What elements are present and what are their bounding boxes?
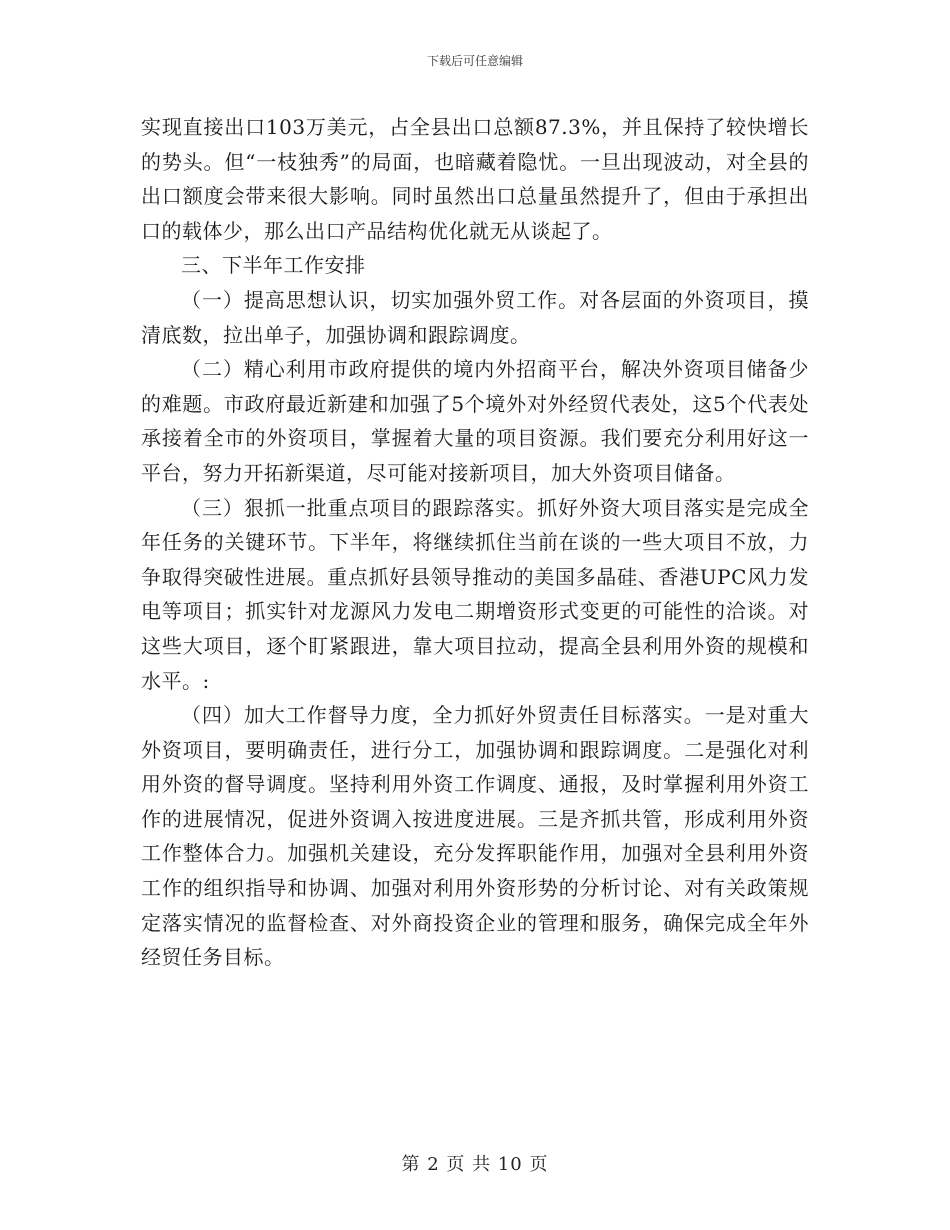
document-body bbox=[141, 110, 809, 975]
paragraph-item-3: （三）狠抓一批重点项目的跟踪落实。抓好外资大项目落实是完成全年任务的关键环节。下半年，将继续抓住当前在谈的一些大项目不放，力争取得突破性进展。重点抓好县领导推动的美国多晶硅、香港UPC风力发电等项目；抓实针对龙源风力发电二期增资形式变更的可能性的洽谈。对这些大项目，逐个盯紧跟进，靠大项目拉动，提高全县利用外资的规模和水平。: bbox=[141, 495, 809, 693]
page-header: 下载后可任意编辑 bbox=[426, 54, 523, 68]
paragraph-item-4: （四）加大工作督导力度，全力抓好外贸责任目标落实。一是对重大外资项目，要明确责任，进行分工，加强协调和跟踪调度。二是强化对利用外资的督导调度。坚持利用外资工作调度、通报，及时掌握利用外资工作的进展情况，促进外资调入按进度进展。三是齐抓共管，形成利用外资工作整体合力。加强机关建设，充分发挥职能作用，加强对全县利用外资工作的组织指导和协调、加强对利用外资形势的分析讨论、对有关政策规定落实情况的监督检查、对外商投资企业的管理和服务，确保完成全年外经贸任务目标。 bbox=[141, 703, 809, 970]
section-heading: 三、下半年工作安排 bbox=[181, 253, 366, 278]
paragraph-item-1: （一）提高思想认识，切实加强外贸工作。对各层面的外资项目，摸清底数，拉出单子，加强协调和跟踪调度。 bbox=[141, 287, 809, 347]
paragraph-continuation: 实现直接出口103万美元，占全县出口总额87.3%，并且保持了较快增长的势头。但“一枝独秀”的局面，也暗藏着隐忧。一旦出现波动，对全县的出口额度会带来很大影响。同时虽然出口总量虽然提升了，但由于承担出口的载体少，那么出口产品结构优化就无从谈起了。 bbox=[141, 115, 809, 243]
paragraph-item-2: （二）精心利用市政府提供的境内外招商平台，解决外资项目储备少的难题。市政府最近新建和加强了5个境外对外经贸代表处，这5个代表处承接着全市的外资项目，掌握着大量的项目资源。我们要充分利用好这一平台，努力开拓新渠道，尽可能对接新项目，加大外资项目储备。 bbox=[141, 357, 809, 485]
page-number: 第 2 页 共 10 页 bbox=[401, 1154, 549, 1175]
